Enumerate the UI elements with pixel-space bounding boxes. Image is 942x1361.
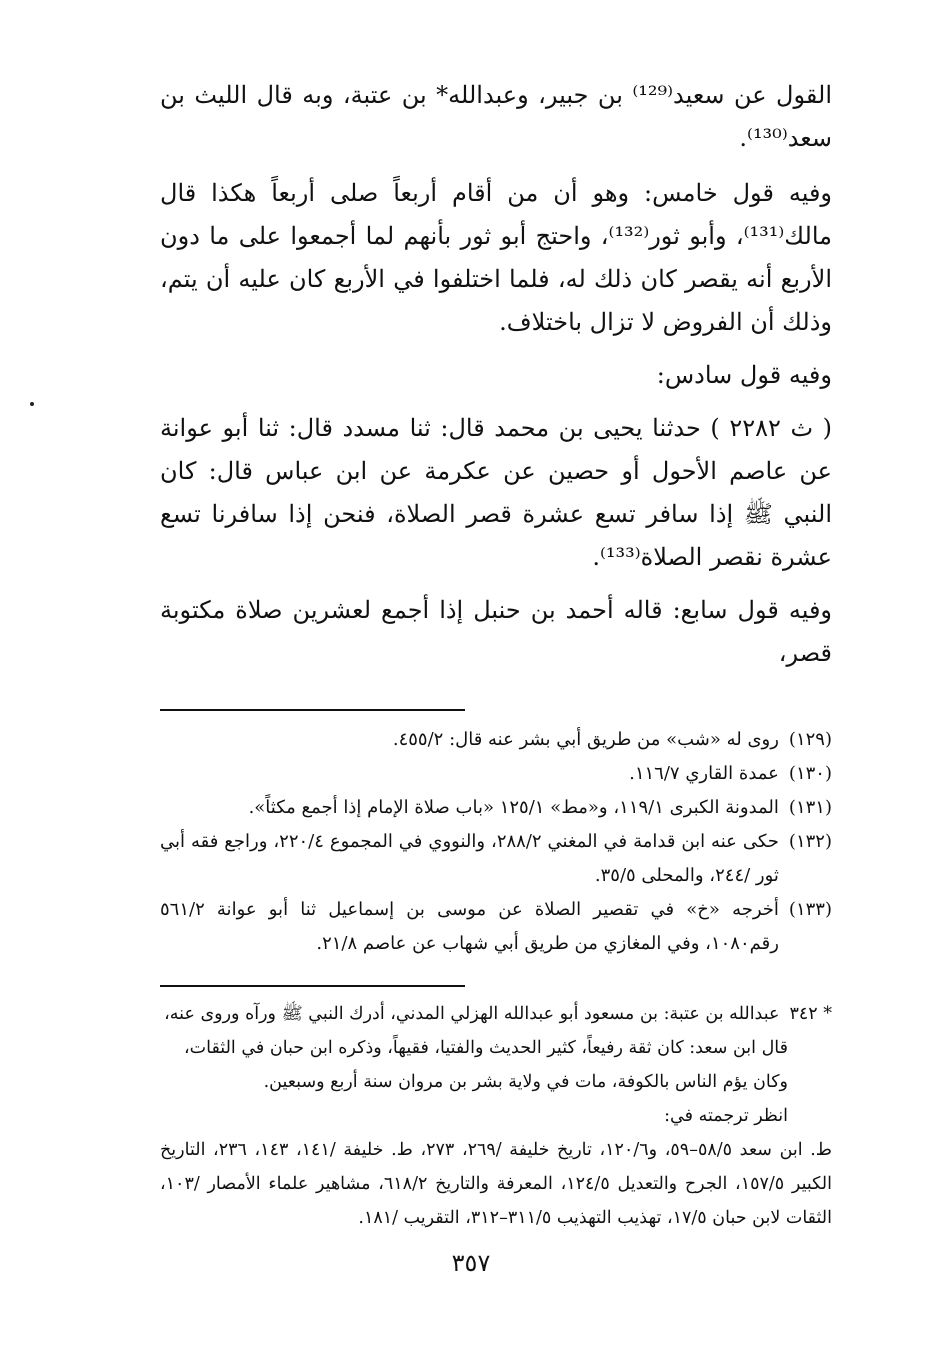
footnotes — [160, 711, 832, 961]
footnote-130 — [160, 757, 832, 791]
footnote-text: المدونة الكبرى ١١٩/١، و«مط» ١٢٥/١ «باب صلاة الإمام إذا أجمع مكثاً». — [248, 797, 779, 818]
footnote-number: (١٢٩) — [788, 729, 832, 750]
biography-divider — [160, 985, 465, 987]
biography-line: وكان يؤم الناس بالكوفة، مات في ولاية بشر بن مروان سنة أربع وسبعين. — [263, 1072, 788, 1092]
biography-intro: عبدالله بن عتبة: بن مسعود أبو عبدالله الهزلي المدني، أدرك النبي ﷺ ورآه وروى عنه، — [164, 1004, 780, 1024]
footnote-131 — [160, 791, 832, 825]
footnote-text: عمدة القاري ١١٦/٧. — [629, 763, 779, 784]
footnote-number: (١٣١) — [788, 797, 832, 818]
biography-mark: * ٣٤٢ — [789, 1004, 832, 1024]
footnote-133 — [160, 893, 832, 961]
footnote-number: (١٣٢) — [788, 831, 832, 852]
body-paragraph-2: وفيه قول خامس: وهو أن من أقام أربعاً صلى أربعاً هكذا قال مالك⁽¹³¹⁾، وأبو ثور⁽¹³²⁾، واحتج أبو ثور بأنهم لما أجمعوا على ما دون الأربع أنه يقصر كان ذلك له، فلما اختلفوا في الأربع كان عليه أن يتم، وذلك أن الفروض لا تزال باختلاف. — [160, 179, 832, 336]
footnotes-divider — [160, 709, 465, 711]
footnote-text: روى له «شب» من طريق أبي بشر عنه قال: ٤٥٥/٢. — [392, 729, 779, 750]
biography-intro-line — [160, 997, 832, 1031]
biography-note — [160, 987, 832, 1235]
biography-line: انظر ترجمته في: — [664, 1106, 788, 1126]
footnote-text: حكى عنه ابن قدامة في المغني ٢٨٨/٢، والنووي في المجموع ٢٢٠/٤، وراجع فقه أبي ثور /٢٤٤، والمحلى ٣٥/٥. — [160, 831, 779, 886]
page-content — [160, 74, 832, 1235]
body-paragraph-4: ( ث ٢٢٨٢ ) حدثنا يحيى بن محمد قال: ثنا مسدد قال: ثنا أبو عوانة عن عاصم الأحول أو حصين عن عكرمة عن ابن عباس قال: كان النبي ﷺ إذا سافر تسع عشرة قصر الصلاة، فنحن إذا سافرنا تسع عشرة نقصر الصلاة⁽¹³³⁾. — [160, 414, 832, 571]
footnote-129 — [160, 723, 832, 757]
body-paragraph-1: القول عن سعيد⁽¹²⁹⁾ بن جبير، وعبدالله* بن عتبة، وبه قال الليث بن سعد⁽¹³⁰⁾. — [160, 81, 832, 152]
footnote-number: (١٣٠) — [788, 763, 832, 784]
page-number: ٣٥٧ — [451, 1249, 491, 1277]
body-paragraph-5: وفيه قول سابع: قاله أحمد بن حنبل إذا أجمع لعشرين صلاة مكتوبة قصر، — [160, 596, 832, 667]
body-paragraph-3: وفيه قول سادس: — [656, 361, 832, 389]
footnote-132 — [160, 825, 832, 893]
biography-references: ط. ابن سعد ٥٨/٥–٥٩، و١٢٠/٦، تاريخ خليفة /٢٦٩، ٢٧٣، ط. خليفة /١٤١، ١٤٣، ٢٣٦، التاريخ الكبير ١٥٧/٥، الجرح والتعديل ١٢٤/٥، المعرفة والتاريخ ٦١٨/٢، مشاهير علماء الأمصار /١٠٣، الثقات لابن حبان ١٧/٥، تهذيب التهذيب ٣١١/٥–٣١٢، التقريب /١٨١. — [160, 1140, 832, 1228]
footnote-text: أخرجه «خ» في تقصير الصلاة عن موسى بن إسماعيل ثنا أبو عوانة ٥٦١/٢ رقم١٠٨٠، وفي المغازي من طريق أبي شهاب عن عاصم ٢١/٨. — [160, 899, 779, 954]
biography-line: قال ابن سعد: كان ثقة رفيعاً، كثير الحديث والفتيا، فقيهاً، وذكره ابن حبان في الثقات، — [183, 1038, 788, 1058]
stray-mark — [30, 402, 34, 406]
footnote-number: (١٣٣) — [788, 899, 832, 920]
